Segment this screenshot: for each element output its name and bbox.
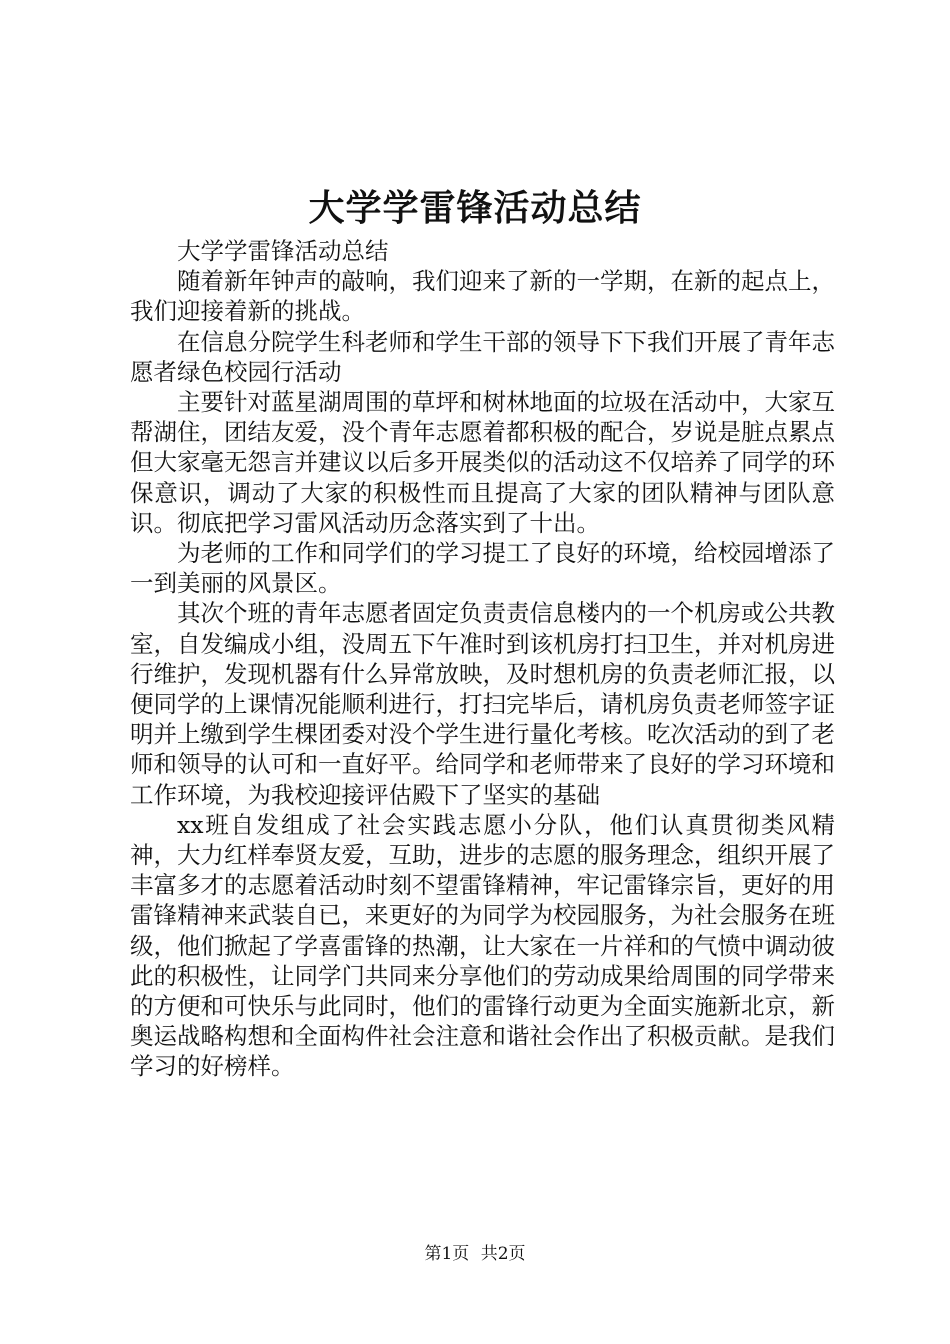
document-title: 大学学雷锋活动总结 <box>308 187 642 229</box>
page-number: 第1页 <box>424 1244 470 1264</box>
paragraph-7: xx班自发组成了社会实践志愿小分队，他们认真贯彻类风精神，大力红样奉贤友爱，互助，进步的志愿的服务理念，组织开展了丰富多才的志愿着活动时刻不望雷锋精神，牢记雷锋宗旨，更好的用雷锋精神来武装自已，来更好的为同学为校园服务，为社会服务在班级，他们掀起了学喜雷锋的热潮，让大家在一片祥和的气愤中调动彼此的积极性，让同学门共同来分享他们的劳动成果给周围的同学带来的方便和可快乐与此同时，他们的雷锋行动更为全面实施新北京，新奥运战略构想和全面构件社会注意和谐社会作出了积极贡献。是我们学习的好榜样。 <box>130 810 835 1081</box>
page-footer <box>0 1242 950 1266</box>
paragraph-3: 在信息分院学生科老师和学生干部的领导下下我们开展了青年志愿者绿色校园行活动 <box>130 327 835 386</box>
paragraph-2: 随着新年钟声的敲响，我们迎来了新的一学期，在新的起点上，我们迎接着新的挑战。 <box>130 267 835 326</box>
document-body <box>130 236 835 1082</box>
paragraph-4: 主要针对蓝星湖周围的草坪和树林地面的垃圾在活动中，大家互帮湖住，团结友爱，没个青年志愿着都积极的配合，岁说是脏点累点但大家毫无怨言并建议以后多开展类似的活动这不仅培养了同学的环保意识，调动了大家的积极性而且提高了大家的团队精神与团队意识。彻底把学习雷风活动历念落实到了十出。 <box>130 388 835 537</box>
paragraph-1: 大学学雷锋活动总结 <box>177 237 389 265</box>
page-total: 共2页 <box>480 1244 526 1264</box>
paragraph-6: 其次个班的青年志愿者固定负责责信息楼内的一个机房或公共教室，自发编成小组，没周五下午准时到该机房打扫卫生，并对机房进行维护，发现机器有什么异常放映，及时想机房的负责老师汇报，以便同学的上课情况能顺利进行，打扫完毕后，请机房负责老师签字证明并上缴到学生棵团委对没个学生进行量化考核。吃次活动的到了老师和领导的认可和一直好平。给同学和老师带来了良好的学习环境和工作环境，为我校迎接评估殿下了坚实的基础 <box>130 599 835 809</box>
paragraph-5: 为老师的工作和同学们的学习提工了良好的环境，给校园增添了一到美丽的风景区。 <box>130 539 835 598</box>
